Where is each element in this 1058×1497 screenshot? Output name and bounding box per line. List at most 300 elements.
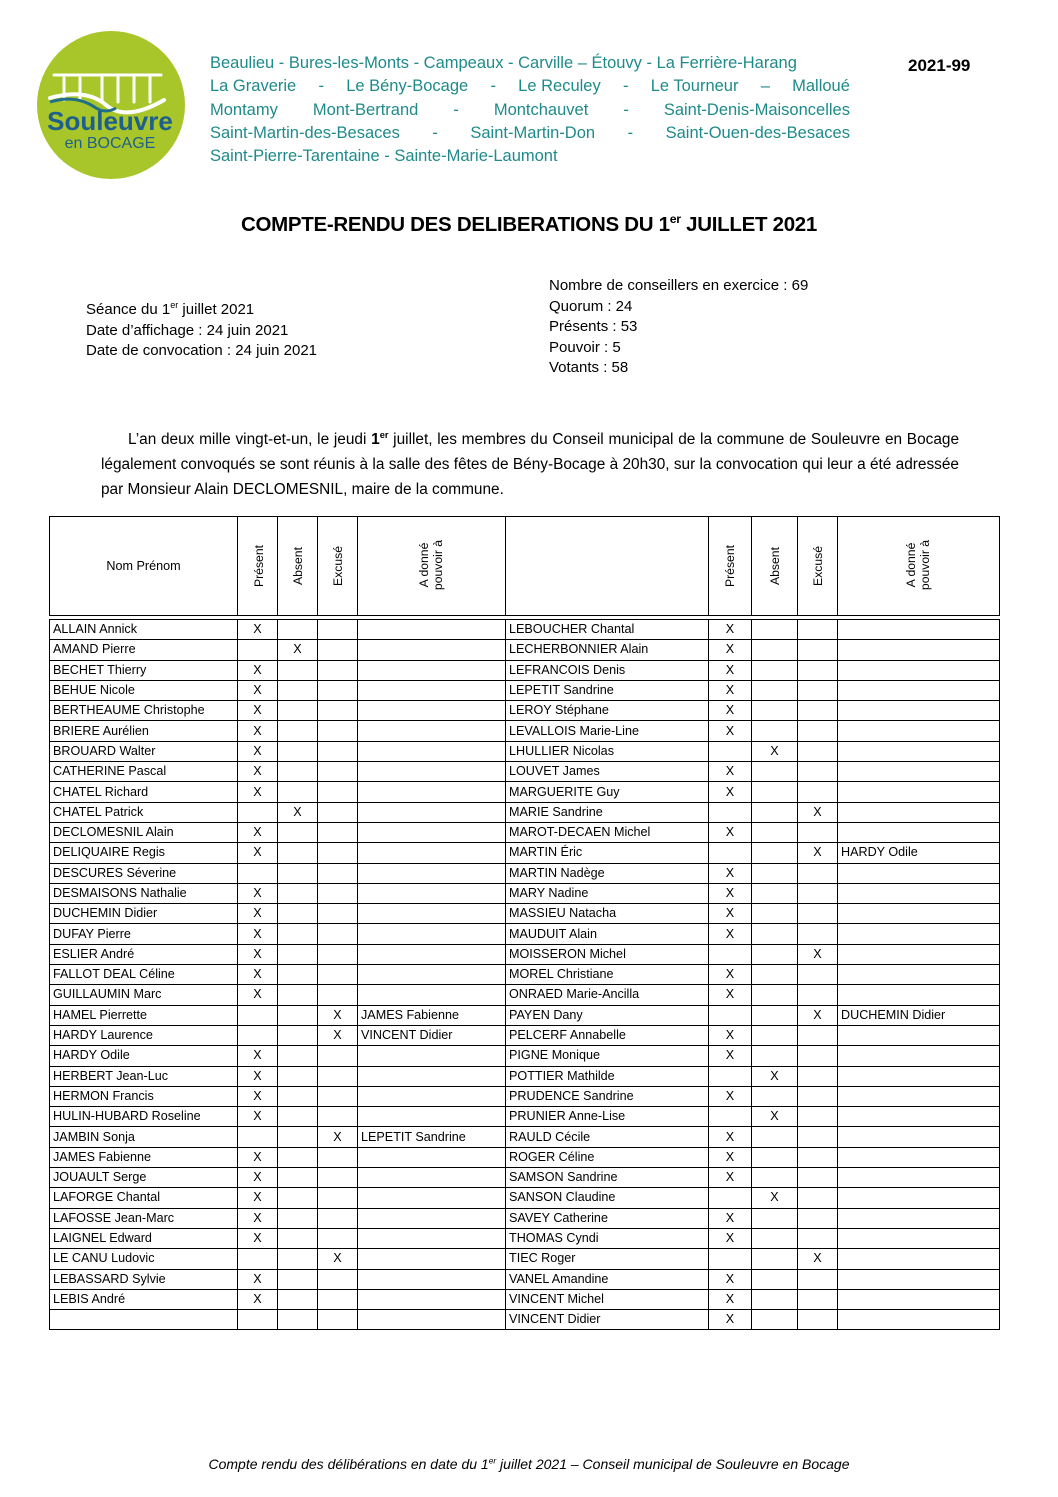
status-mark bbox=[278, 1025, 318, 1045]
table-row bbox=[50, 1168, 1000, 1188]
proxy-name bbox=[838, 1025, 1000, 1045]
proxy-name bbox=[358, 1188, 506, 1208]
status-mark bbox=[278, 985, 318, 1005]
status-mark bbox=[798, 762, 838, 782]
proxy-name bbox=[838, 741, 1000, 761]
status-mark bbox=[278, 721, 318, 741]
status-mark: X bbox=[709, 1208, 752, 1228]
status-mark bbox=[318, 741, 358, 761]
member-name: ONRAED Marie-Ancilla bbox=[506, 985, 709, 1005]
member-name: THOMAS Cyndi bbox=[506, 1228, 709, 1248]
status-mark bbox=[278, 883, 318, 903]
status-mark: X bbox=[709, 822, 752, 842]
member-name: BROUARD Walter bbox=[50, 741, 238, 761]
status-mark bbox=[278, 1147, 318, 1167]
status-mark bbox=[798, 1066, 838, 1086]
status-mark bbox=[238, 1025, 278, 1045]
member-name: LEPETIT Sandrine bbox=[506, 680, 709, 700]
commune-text: - bbox=[453, 100, 459, 119]
status-mark bbox=[798, 1269, 838, 1289]
proxy-name bbox=[838, 1249, 1000, 1269]
status-mark: X bbox=[238, 1046, 278, 1066]
status-mark bbox=[278, 944, 318, 964]
member-name: LEBASSARD Sylvie bbox=[50, 1269, 238, 1289]
member-name: BECHET Thierry bbox=[50, 660, 238, 680]
table-row bbox=[50, 1086, 1000, 1106]
proxy-name bbox=[838, 721, 1000, 741]
communes-line bbox=[210, 145, 850, 168]
status-mark: X bbox=[238, 660, 278, 680]
proxy-name bbox=[838, 1127, 1000, 1147]
proxy-name bbox=[358, 701, 506, 721]
member-name: MAUDUIT Alain bbox=[506, 924, 709, 944]
status-mark: X bbox=[709, 1269, 752, 1289]
status-mark bbox=[709, 1066, 752, 1086]
member-name: TIEC Roger bbox=[506, 1249, 709, 1269]
table-row bbox=[50, 1107, 1000, 1127]
status-mark bbox=[278, 1107, 318, 1127]
proxy-name bbox=[358, 802, 506, 822]
status-mark: X bbox=[709, 1046, 752, 1066]
member-name: RAULD Cécile bbox=[506, 1127, 709, 1147]
status-mark: X bbox=[238, 1168, 278, 1188]
status-mark: X bbox=[238, 924, 278, 944]
souleuvre-logo bbox=[36, 30, 186, 180]
commune-text: - bbox=[627, 123, 634, 142]
status-mark bbox=[752, 1208, 798, 1228]
status-mark: X bbox=[318, 1127, 358, 1147]
status-mark: X bbox=[709, 1310, 752, 1330]
member-name: ALLAIN Annick bbox=[50, 620, 238, 640]
status-mark bbox=[752, 680, 798, 700]
status-mark bbox=[709, 741, 752, 761]
commune-text: Montamy bbox=[210, 100, 278, 119]
status-mark bbox=[752, 1310, 798, 1330]
table-row bbox=[50, 721, 1000, 741]
status-mark bbox=[278, 822, 318, 842]
status-mark: X bbox=[238, 680, 278, 700]
status-mark bbox=[752, 721, 798, 741]
member-name: LAFORGE Chantal bbox=[50, 1188, 238, 1208]
communes-line bbox=[210, 99, 850, 122]
status-mark: X bbox=[709, 1289, 752, 1309]
status-mark: X bbox=[238, 762, 278, 782]
table-row bbox=[50, 802, 1000, 822]
member-name: HARDY Odile bbox=[50, 1046, 238, 1066]
status-mark bbox=[318, 1188, 358, 1208]
member-name: LAIGNEL Edward bbox=[50, 1228, 238, 1248]
status-mark bbox=[318, 762, 358, 782]
status-mark bbox=[752, 822, 798, 842]
status-mark bbox=[709, 843, 752, 863]
member-name: JAMBIN Sonja bbox=[50, 1127, 238, 1147]
communes-list bbox=[210, 52, 850, 168]
status-mark bbox=[798, 1046, 838, 1066]
status-mark bbox=[318, 1086, 358, 1106]
status-mark: X bbox=[238, 1208, 278, 1228]
commune-text: - bbox=[432, 123, 438, 142]
votants-count: Votants : 58 bbox=[549, 359, 629, 376]
status-mark: X bbox=[752, 1188, 798, 1208]
status-mark bbox=[798, 1107, 838, 1127]
status-mark: X bbox=[238, 1147, 278, 1167]
proxy-name bbox=[838, 640, 1000, 660]
status-mark bbox=[278, 965, 318, 985]
status-mark bbox=[752, 904, 798, 924]
proxy-name bbox=[358, 1310, 506, 1330]
status-mark bbox=[752, 1127, 798, 1147]
proxy-name bbox=[838, 701, 1000, 721]
status-mark bbox=[752, 1046, 798, 1066]
status-mark bbox=[318, 1046, 358, 1066]
status-mark: X bbox=[238, 1289, 278, 1309]
status-mark: X bbox=[709, 863, 752, 883]
status-mark bbox=[238, 863, 278, 883]
proxy-name bbox=[838, 1086, 1000, 1106]
status-mark: X bbox=[709, 1228, 752, 1248]
commune-text: - bbox=[490, 77, 496, 96]
status-mark bbox=[798, 620, 838, 640]
convocation-date: Date de convocation : 24 juin 2021 bbox=[86, 342, 317, 360]
status-mark bbox=[798, 822, 838, 842]
status-mark: X bbox=[238, 1228, 278, 1248]
status-mark: X bbox=[318, 1249, 358, 1269]
proxy-name: DUCHEMIN Didier bbox=[838, 1005, 1000, 1025]
proxy-name bbox=[358, 924, 506, 944]
status-mark bbox=[278, 680, 318, 700]
commune-text: - bbox=[623, 100, 629, 119]
status-mark bbox=[318, 680, 358, 700]
status-mark bbox=[752, 1228, 798, 1248]
status-mark: X bbox=[709, 924, 752, 944]
header-excuse-2: Excusé bbox=[798, 517, 838, 616]
proxy-name bbox=[838, 1066, 1000, 1086]
status-mark: X bbox=[709, 1168, 752, 1188]
member-name: JOUAULT Serge bbox=[50, 1168, 238, 1188]
member-name: LEVALLOIS Marie-Line bbox=[506, 721, 709, 741]
presents-count: Présents : 53 bbox=[549, 318, 638, 335]
member-name: MARIE Sandrine bbox=[506, 802, 709, 822]
table-row bbox=[50, 924, 1000, 944]
table-row bbox=[50, 1005, 1000, 1025]
table-row bbox=[50, 1228, 1000, 1248]
member-name: PIGNE Monique bbox=[506, 1046, 709, 1066]
status-mark bbox=[278, 620, 318, 640]
status-mark: X bbox=[238, 701, 278, 721]
pouvoir-count: Pouvoir : 5 bbox=[549, 338, 621, 356]
status-mark bbox=[238, 1249, 278, 1269]
status-mark: X bbox=[709, 640, 752, 660]
member-name: DUFAY Pierre bbox=[50, 924, 238, 944]
table-row bbox=[50, 944, 1000, 964]
seance-date: Séance du 1er juillet 2021 bbox=[86, 300, 255, 318]
status-mark: X bbox=[238, 822, 278, 842]
member-name: LE CANU Ludovic bbox=[50, 1249, 238, 1269]
table-header bbox=[50, 517, 1000, 616]
status-mark bbox=[278, 782, 318, 802]
member-name: LOUVET James bbox=[506, 762, 709, 782]
header-present: Présent bbox=[238, 517, 278, 616]
status-mark bbox=[798, 863, 838, 883]
member-name: BEHUE Nicole bbox=[50, 680, 238, 700]
status-mark bbox=[278, 762, 318, 782]
status-mark bbox=[798, 1188, 838, 1208]
status-mark bbox=[798, 883, 838, 903]
header-name: Nom Prénom bbox=[50, 517, 238, 616]
member-name: PRUNIER Anne-Lise bbox=[506, 1107, 709, 1127]
proxy-name bbox=[838, 904, 1000, 924]
proxy-name bbox=[358, 680, 506, 700]
proxy-name bbox=[838, 1289, 1000, 1309]
status-mark: X bbox=[238, 1188, 278, 1208]
status-mark bbox=[318, 660, 358, 680]
proxy-name bbox=[358, 762, 506, 782]
header-pouvoir: A donné pouvoir à bbox=[358, 517, 506, 616]
status-mark: X bbox=[798, 843, 838, 863]
member-name: AMAND Pierre bbox=[50, 640, 238, 660]
status-mark bbox=[752, 640, 798, 660]
proxy-name bbox=[838, 762, 1000, 782]
proxy-name bbox=[358, 1107, 506, 1127]
proxy-name bbox=[358, 620, 506, 640]
member-name: JAMES Fabienne bbox=[50, 1147, 238, 1167]
status-mark bbox=[318, 1168, 358, 1188]
header-excuse: Excusé bbox=[318, 517, 358, 616]
status-mark bbox=[798, 680, 838, 700]
status-mark bbox=[752, 843, 798, 863]
status-mark bbox=[709, 944, 752, 964]
proxy-name bbox=[838, 1046, 1000, 1066]
member-name: VANEL Amandine bbox=[506, 1269, 709, 1289]
status-mark: X bbox=[709, 721, 752, 741]
quorum: Quorum : 24 bbox=[549, 297, 633, 315]
intro-paragraph: L’an deux mille vingt-et-un, le jeudi 1er juillet, les membres du Conseil municipal de la commune de Souleuvre en Bocage légalement convoqués se sont réunis à la salle des fêtes de Bény-Bocage à 20h30, sur la convocation qui leur a été adressée par Monsieur Alain DECLOMESNIL, maire de la commune. bbox=[101, 429, 960, 498]
member-name: CHATEL Patrick bbox=[50, 802, 238, 822]
member-name: LEFRANCOIS Denis bbox=[506, 660, 709, 680]
proxy-name bbox=[358, 965, 506, 985]
status-mark bbox=[798, 660, 838, 680]
status-mark: X bbox=[238, 782, 278, 802]
member-name: LEBOUCHER Chantal bbox=[506, 620, 709, 640]
session-info bbox=[86, 300, 317, 362]
header-pouvoir-2: A donné pouvoir à bbox=[838, 517, 1000, 616]
table-row bbox=[50, 762, 1000, 782]
member-name: HAMEL Pierrette bbox=[50, 1005, 238, 1025]
communes-line bbox=[210, 75, 850, 98]
member-name: SAMSON Sandrine bbox=[506, 1168, 709, 1188]
status-mark: X bbox=[709, 1086, 752, 1106]
status-mark bbox=[238, 1127, 278, 1147]
status-mark: X bbox=[278, 640, 318, 660]
status-mark bbox=[709, 1249, 752, 1269]
header-name-2 bbox=[506, 517, 709, 616]
status-mark: X bbox=[238, 1086, 278, 1106]
member-name: ROGER Céline bbox=[506, 1147, 709, 1167]
header-absent: Absent bbox=[278, 517, 318, 616]
status-mark: X bbox=[238, 620, 278, 640]
member-name: LEBIS André bbox=[50, 1289, 238, 1309]
status-mark bbox=[798, 1025, 838, 1045]
status-mark bbox=[278, 1228, 318, 1248]
status-mark bbox=[318, 985, 358, 1005]
status-mark bbox=[278, 741, 318, 761]
status-mark: X bbox=[752, 1066, 798, 1086]
proxy-name: JAMES Fabienne bbox=[358, 1005, 506, 1025]
status-mark bbox=[278, 701, 318, 721]
proxy-name bbox=[838, 680, 1000, 700]
commune-text: Montchauvet bbox=[493, 100, 589, 119]
status-mark bbox=[798, 1208, 838, 1228]
proxy-name bbox=[358, 721, 506, 741]
member-name: MARY Nadine bbox=[506, 883, 709, 903]
status-mark bbox=[318, 721, 358, 741]
status-mark: X bbox=[238, 843, 278, 863]
commune-text: - bbox=[318, 77, 324, 96]
status-mark bbox=[318, 1310, 358, 1330]
status-mark bbox=[278, 660, 318, 680]
status-mark: X bbox=[318, 1025, 358, 1045]
member-name: VINCENT Didier bbox=[506, 1310, 709, 1330]
status-mark bbox=[798, 782, 838, 802]
member-name: MARTIN Éric bbox=[506, 843, 709, 863]
commune-text: Saint-Ouen-des-Besaces bbox=[665, 123, 850, 142]
status-mark bbox=[752, 1005, 798, 1025]
table-row bbox=[50, 640, 1000, 660]
proxy-name bbox=[358, 1228, 506, 1248]
status-mark bbox=[798, 1228, 838, 1248]
logo-text-2: en BOCAGE bbox=[64, 135, 156, 152]
proxy-name bbox=[838, 1107, 1000, 1127]
status-mark bbox=[752, 985, 798, 1005]
status-mark bbox=[318, 965, 358, 985]
status-mark bbox=[752, 1269, 798, 1289]
proxy-name bbox=[358, 985, 506, 1005]
status-mark bbox=[278, 1269, 318, 1289]
table-row bbox=[50, 1025, 1000, 1045]
member-name: POTTIER Mathilde bbox=[506, 1066, 709, 1086]
commune-text: Saint-Pierre-Tarentaine - Sainte-Marie-Laumont bbox=[210, 147, 558, 166]
table-row bbox=[50, 782, 1000, 802]
table-row bbox=[50, 1208, 1000, 1228]
status-mark bbox=[278, 904, 318, 924]
member-name: VINCENT Michel bbox=[506, 1289, 709, 1309]
communes-line bbox=[210, 122, 850, 145]
status-mark bbox=[318, 843, 358, 863]
status-mark: X bbox=[709, 782, 752, 802]
status-mark bbox=[318, 863, 358, 883]
conseillers-count: Nombre de conseillers en exercice : 69 bbox=[549, 277, 809, 294]
status-mark bbox=[752, 1025, 798, 1045]
member-name: SAVEY Catherine bbox=[506, 1208, 709, 1228]
status-mark: X bbox=[709, 904, 752, 924]
commune-text: Saint-Denis-Maisoncelles bbox=[663, 100, 850, 119]
commune-text: Mont-Bertrand bbox=[312, 100, 419, 119]
status-mark bbox=[278, 1046, 318, 1066]
logo-text-1: Souleuvre bbox=[47, 106, 173, 136]
status-mark: X bbox=[709, 660, 752, 680]
proxy-name bbox=[358, 1249, 506, 1269]
vote-counts bbox=[549, 276, 808, 379]
proxy-name bbox=[358, 741, 506, 761]
table-row bbox=[50, 660, 1000, 680]
status-mark: X bbox=[238, 1066, 278, 1086]
status-mark: X bbox=[709, 701, 752, 721]
status-mark: X bbox=[238, 741, 278, 761]
proxy-name bbox=[838, 985, 1000, 1005]
member-name: MAROT-DECAEN Michel bbox=[506, 822, 709, 842]
table-row bbox=[50, 1289, 1000, 1309]
status-mark bbox=[752, 924, 798, 944]
table-row bbox=[50, 822, 1000, 842]
status-mark bbox=[318, 1228, 358, 1248]
status-mark bbox=[752, 965, 798, 985]
proxy-name bbox=[358, 883, 506, 903]
status-mark bbox=[278, 1127, 318, 1147]
status-mark bbox=[318, 1289, 358, 1309]
member-name: LECHERBONNIER Alain bbox=[506, 640, 709, 660]
member-name: PRUDENCE Sandrine bbox=[506, 1086, 709, 1106]
member-name: DESCURES Séverine bbox=[50, 863, 238, 883]
header-absent-2: Absent bbox=[752, 517, 798, 616]
proxy-name bbox=[838, 1147, 1000, 1167]
member-name: DELIQUAIRE Regis bbox=[50, 843, 238, 863]
status-mark bbox=[798, 1168, 838, 1188]
member-name bbox=[50, 1310, 238, 1330]
proxy-name bbox=[838, 1269, 1000, 1289]
status-mark bbox=[318, 1269, 358, 1289]
status-mark bbox=[798, 701, 838, 721]
status-mark bbox=[709, 802, 752, 822]
proxy-name bbox=[838, 1310, 1000, 1330]
status-mark: X bbox=[798, 944, 838, 964]
proxy-name bbox=[358, 863, 506, 883]
status-mark bbox=[278, 1208, 318, 1228]
member-name: ESLIER André bbox=[50, 944, 238, 964]
status-mark bbox=[318, 944, 358, 964]
status-mark: X bbox=[278, 802, 318, 822]
status-mark bbox=[709, 1107, 752, 1127]
status-mark bbox=[238, 1310, 278, 1330]
commune-text: Le Tourneur bbox=[650, 77, 739, 96]
status-mark bbox=[278, 1168, 318, 1188]
member-name: GUILLAUMIN Marc bbox=[50, 985, 238, 1005]
table-row bbox=[50, 1269, 1000, 1289]
member-name: MASSIEU Natacha bbox=[506, 904, 709, 924]
table-row bbox=[50, 985, 1000, 1005]
table-row bbox=[50, 904, 1000, 924]
header-present-2: Présent bbox=[709, 517, 752, 616]
status-mark bbox=[752, 1147, 798, 1167]
status-mark bbox=[238, 802, 278, 822]
status-mark bbox=[318, 1066, 358, 1086]
proxy-name bbox=[838, 1188, 1000, 1208]
member-name: MARGUERITE Guy bbox=[506, 782, 709, 802]
page-footer: Compte rendu des délibérations en date du 1er juillet 2021 – Conseil municipal de Souleuvre en Bocage bbox=[208, 1455, 850, 1472]
member-name: HARDY Laurence bbox=[50, 1025, 238, 1045]
status-mark bbox=[752, 883, 798, 903]
member-name: MOREL Christiane bbox=[506, 965, 709, 985]
proxy-name bbox=[358, 1046, 506, 1066]
status-mark bbox=[709, 1188, 752, 1208]
member-name: PELCERF Annabelle bbox=[506, 1025, 709, 1045]
status-mark bbox=[318, 1208, 358, 1228]
status-mark: X bbox=[709, 985, 752, 1005]
table-row bbox=[50, 1310, 1000, 1330]
commune-text: - bbox=[622, 77, 629, 96]
status-mark bbox=[318, 822, 358, 842]
proxy-name bbox=[358, 904, 506, 924]
status-mark: X bbox=[798, 1249, 838, 1269]
